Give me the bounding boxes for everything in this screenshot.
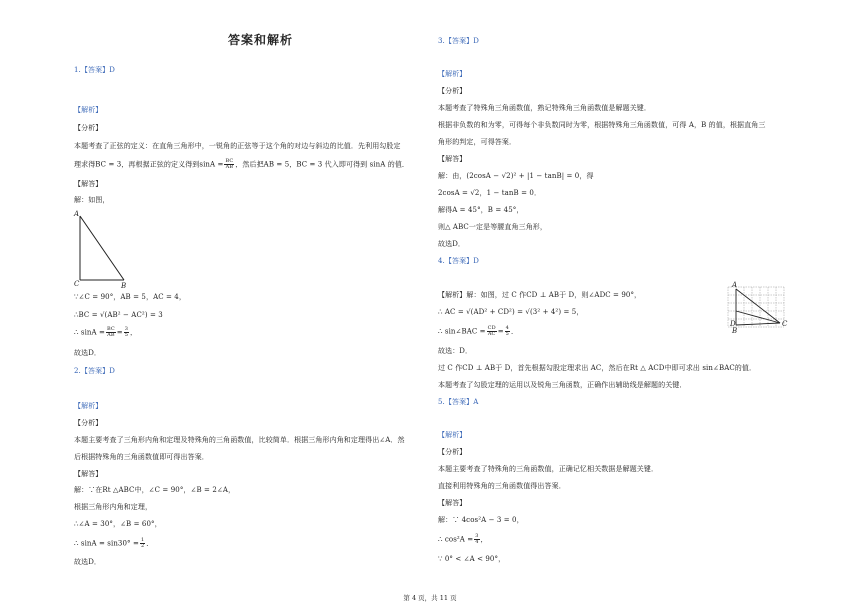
q4-line-4: 故选：D． <box>438 347 473 355</box>
q1-line-3-num: BC <box>106 326 115 332</box>
q1-triangle-figure <box>74 210 134 290</box>
q4-line-1: 【解析】解：如图，过 C 作CD ⊥ AB于 D，则∠ADC = 90°， <box>438 291 642 299</box>
q4-line-2: ∴ AC = √(AD² + CD²) = √(3² + 4²) = 5， <box>438 308 584 316</box>
q2-line-4-frac <box>140 538 145 549</box>
q1-jiexi-heading: 【解析】 <box>74 106 103 114</box>
q4-line-6: 本题考查了勾股定理的运用以及锐角三角函数，正确作出辅助线是解题的关键． <box>438 381 687 389</box>
q5-text-2: 直接利用特殊角的三角函数值得出答案． <box>438 482 566 490</box>
q5-jieda-heading: 【解答】 <box>438 499 467 507</box>
q3-text-3: 角形的判定，可得答案． <box>438 138 517 146</box>
q2-line-4a: ∴ sinA = sin30° = <box>74 539 139 548</box>
q4-line-3a: ∴ sin∠BAC = <box>438 327 486 336</box>
q2-line-2: 根据三角形内角和定理， <box>74 503 153 511</box>
q1-line-3 <box>74 327 137 338</box>
q4-line-3c: ． <box>510 327 519 336</box>
q2-answer: 2.【答案】D <box>74 367 115 375</box>
q2-line-5: 故选D． <box>74 558 102 566</box>
q2-jiexi-heading: 【解析】 <box>74 402 103 410</box>
q1-fenxi-heading: 【分析】 <box>74 124 103 132</box>
q3-line-3: 解得A = 45°，B = 45°， <box>438 206 524 214</box>
q4-answer: 4.【答案】D <box>438 257 479 265</box>
q2-jieda-heading: 【解答】 <box>74 470 103 478</box>
q1-tri-label-c: C <box>74 280 80 288</box>
q2-fenxi-heading: 【分析】 <box>74 419 103 427</box>
q1-line-3b: = <box>116 328 123 337</box>
q1-fraction-bc-ab <box>224 159 234 170</box>
q4-grid-label-a: A <box>732 281 738 289</box>
q5-line-3: ∵ 0° < ∠A < 90°， <box>438 555 506 563</box>
q1-frac-den: AB <box>225 164 234 170</box>
q3-text-1: 本题考查了特殊角三角函数值，熟记特殊角三角函数值是解题关键． <box>438 104 651 112</box>
q1-answer: 1.【答案】D <box>74 66 115 74</box>
q1-jie: 解：如图， <box>74 196 110 204</box>
q4-grid-label-c: C <box>782 320 788 328</box>
q4-line-5: 过 C 作CD ⊥ AB于 D，首先根据勾股定理求出 AC，然后在Rt △ ACD中即可求出 sin∠BAC的值． <box>438 364 757 372</box>
q1-fenxi-text-2b: ，然后把AB = 5，BC = 3 代入即可得到 sinA 的值． <box>235 160 410 169</box>
q4-grid-label-d: D <box>730 320 736 328</box>
q1-line-3c: ， <box>130 328 138 337</box>
q5-text-1: 本题主要考查了特殊角的三角函数值，正确记忆相关数据是解题关键． <box>438 465 659 473</box>
q5-line-2-den: 4 <box>475 539 479 545</box>
q2-fenxi-text-1: 本题主要考查了三角形内角和定理及特殊角的三角函数值，比较简单．根据三角形内角和定理得出∠A．然 <box>74 436 405 444</box>
q3-fenxi-heading: 【分析】 <box>438 87 467 95</box>
q3-text-2: 根据非负数的和为零，可得每个非负数同时为零，根据特殊角三角函数值，可得 A，B 的值，根据直角三 <box>438 121 766 129</box>
q3-jiexi-heading: 【解析】 <box>438 70 467 78</box>
q2-line-1: 解：∵在Rt △ABC中，∠C = 90°，∠B = 2∠A， <box>74 486 236 494</box>
q5-line-2a: ∴ cos²A = <box>438 535 474 544</box>
q1-line-4: 故选D． <box>74 349 102 357</box>
q1-line-2: ∴BC = √(AB² − AC²) = 3 <box>74 311 163 319</box>
q2-line-4 <box>74 538 153 549</box>
q5-answer: 5.【答案】A <box>438 398 479 406</box>
q1-line-3-frac-2 <box>124 327 129 338</box>
q4-line-3-num2: 4 <box>505 325 509 331</box>
q1-line-3-den: AB <box>107 332 115 338</box>
q1-line-1: ∵∠C = 90°，AB = 5，AC = 4， <box>74 293 186 301</box>
q1-tri-label-a: A <box>74 210 80 218</box>
q4-line-3-den: AC <box>487 331 496 337</box>
q2-line-4-den: 2 <box>140 543 145 549</box>
q1-frac-num: BC <box>225 158 234 164</box>
q4-line-3-frac-2 <box>505 326 510 337</box>
q5-line-2-num: 3 <box>475 533 479 539</box>
q5-fenxi-heading: 【分析】 <box>438 448 467 456</box>
q3-line-2: 2cosA = √2，1 − tanB = 0． <box>438 189 542 197</box>
page-footer: 第 4 页，共 11 页 <box>403 594 457 602</box>
q3-jieda-heading: 【解答】 <box>438 155 467 163</box>
q5-line-2b: ， <box>480 535 488 544</box>
q4-line-3-num: CD <box>487 325 496 331</box>
q1-line-3-den2: 5 <box>124 332 129 338</box>
q2-line-3: ∴∠A = 30°，∠B = 60°， <box>74 520 162 528</box>
q2-fenxi-text-2: 后根据特殊角的三角函数值即可得出答案． <box>74 453 209 461</box>
q5-jiexi-heading: 【解析】 <box>438 431 467 439</box>
q2-line-4b: ． <box>146 539 154 548</box>
q3-line-4: 则△ ABC一定是等腰直角三角形， <box>438 223 547 231</box>
q5-line-2-frac <box>474 534 479 545</box>
q1-line-3a: ∴ sinA = <box>74 328 105 337</box>
q5-line-2 <box>438 534 488 545</box>
q4-grid-label-b: B <box>732 327 738 335</box>
q4-line-3-frac-1 <box>487 326 497 337</box>
q4-line-3b: = <box>497 327 504 336</box>
q1-line-3-frac-1 <box>106 327 116 338</box>
q3-line-1: 解：由，(2cosA − √2)² + |1 − tanB| = 0，得 <box>438 172 594 180</box>
q1-tri-label-b: B <box>121 282 127 290</box>
q1-fenxi-text-2a: 理求得BC = 3，再根据正弦的定义得到sinA = <box>74 160 224 169</box>
q1-fenxi-text-2 <box>74 159 409 170</box>
q5-line-1: 解：∵ 4cos²A − 3 = 0， <box>438 516 524 524</box>
q3-line-5: 故选D． <box>438 240 466 248</box>
q3-answer: 3.【答案】D <box>438 37 479 45</box>
q1-jieda-heading: 【解答】 <box>74 180 103 188</box>
q1-fenxi-text-1: 本题考查了正弦的定义：在直角三角形中，一锐角的正弦等于这个角的对边与斜边的比值．先利用勾股定 <box>74 142 401 150</box>
q2-line-4-num: 1 <box>140 537 145 543</box>
q4-line-3 <box>438 326 518 337</box>
q1-line-3-num2: 3 <box>124 326 129 332</box>
page-title: 答案和解析 <box>228 33 294 47</box>
q4-line-3-den2: 5 <box>505 331 509 337</box>
